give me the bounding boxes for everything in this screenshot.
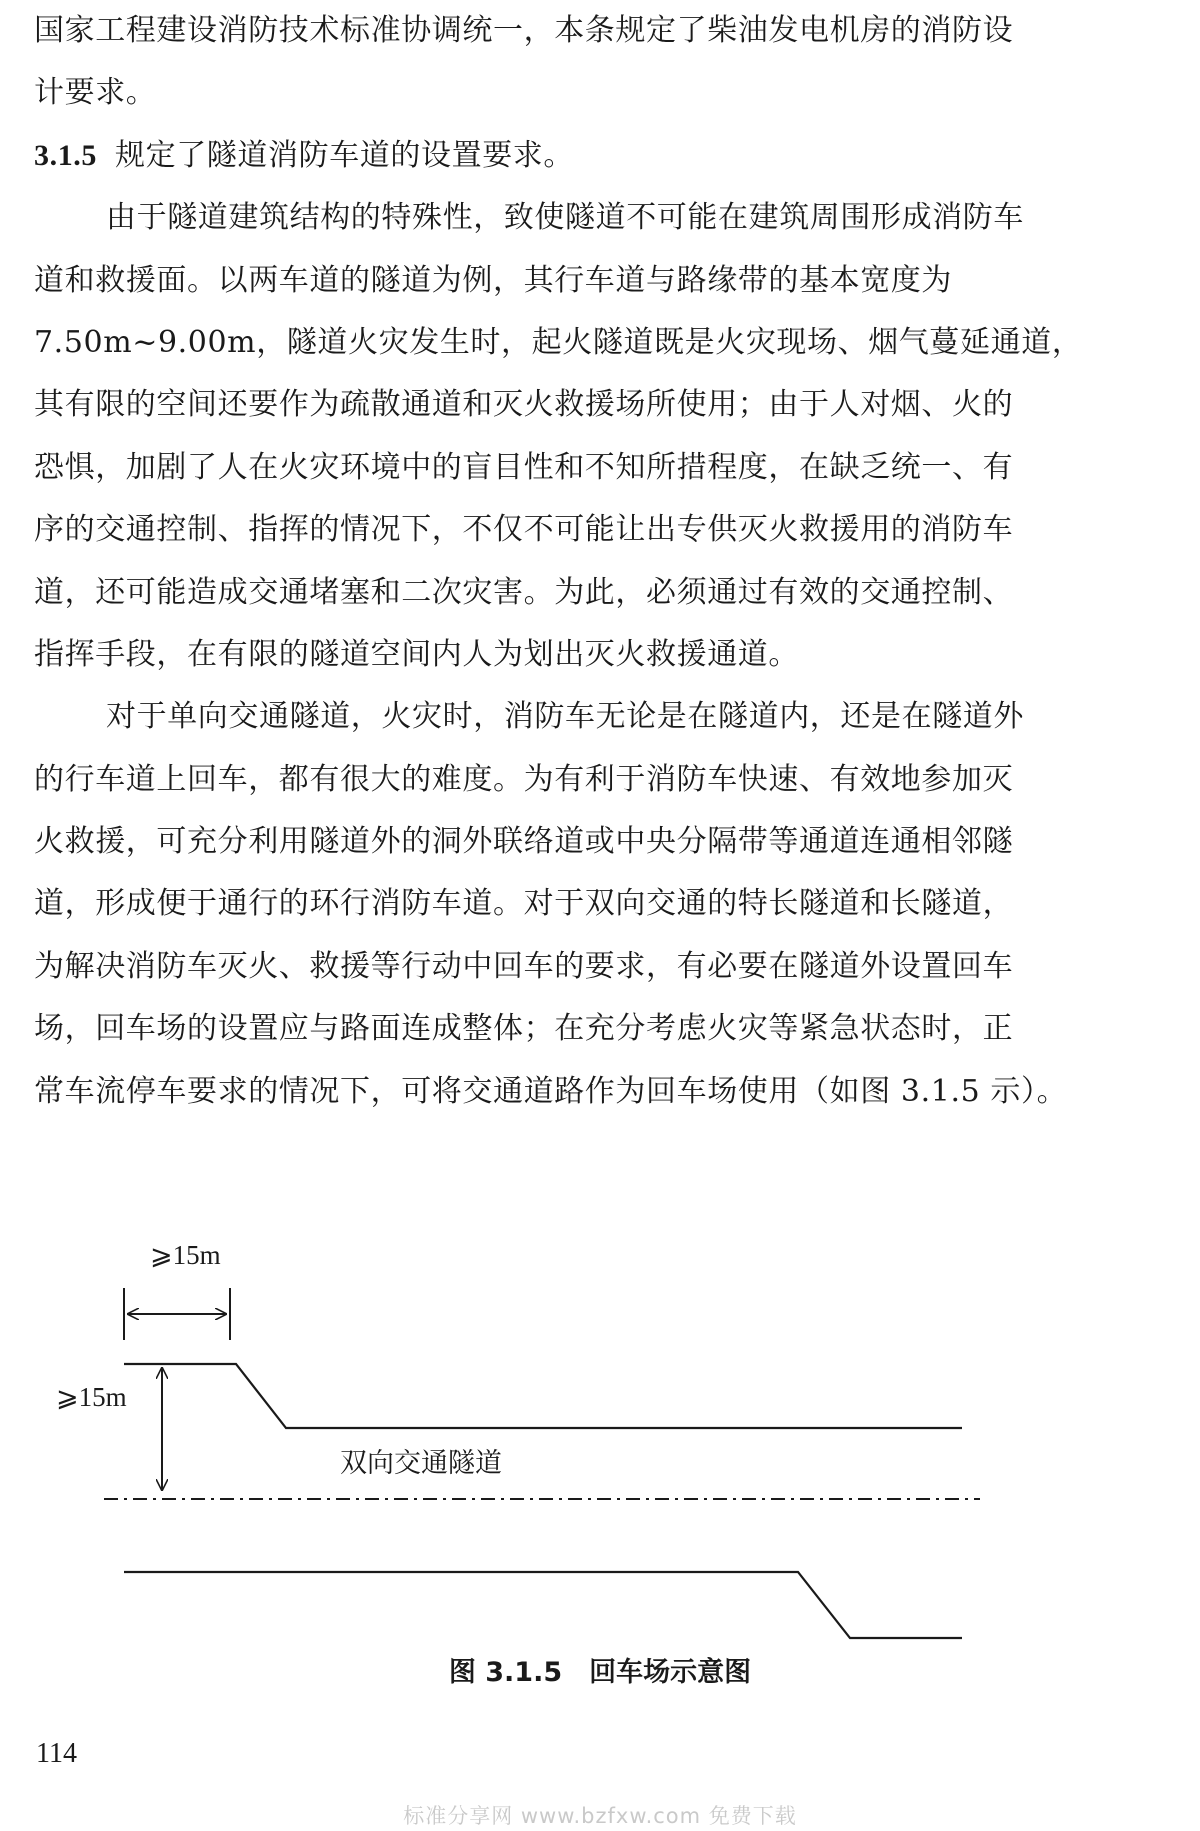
paragraph-line: 道和救援面。以两车道的隧道为例，其行车道与路缘带的基本宽度为 (34, 262, 952, 298)
diagram-svg (0, 1236, 1200, 1656)
paragraph-line: 火救援，可充分利用隧道外的洞外联络道或中央分隔带等通道连通相邻隧 (34, 824, 1014, 860)
paragraph-line: 7.50m~9.00m，隧道火灾发生时，起火隧道既是火灾现场、烟气蔓延通道， (34, 324, 1083, 360)
paragraph-line: 其有限的空间还要作为疏散通道和灭火救援场所使用；由于人对烟、火的 (34, 387, 1014, 423)
watermark: 标准分享网 www.bzfxw.com 免费下载 (403, 1804, 797, 1828)
text-line: 计要求。 (34, 75, 157, 111)
road-label: 双向交通隧道 (340, 1448, 502, 1479)
paragraph-line: 为解决消防车灭火、救援等行动中回车的要求，有必要在隧道外设置回车 (34, 948, 1014, 984)
paragraph-line: 常车流停车要求的情况下，可将交通道路作为回车场使用（如图 3.1.5 示）。 (34, 1073, 1068, 1109)
paragraph-line: 道，还可能造成交通堵塞和二次灾害。为此，必须通过有效的交通控制、 (34, 574, 1014, 610)
paragraph-line: 序的交通控制、指挥的情况下，不仅不可能让出专供灭火救援用的消防车 (34, 512, 1014, 548)
dim-width-label: ⩾15m (150, 1240, 221, 1270)
body-text (34, 0, 1174, 1123)
lower-road-edge (124, 1572, 962, 1638)
dim-depth-label: ⩾15m (56, 1382, 127, 1412)
paragraph-line: 的行车道上回车，都有很大的难度。为有利于消防车快速、有效地参加灭 (34, 761, 1014, 797)
upper-road-edge (124, 1364, 962, 1428)
text-line: 国家工程建设消防技术标准协调统一，本条规定了柴油发电机房的消防设 (34, 13, 1014, 48)
paragraph-line: 道，形成便于通行的环行消防车道。对于双向交通的特长隧道和长隧道， (34, 886, 1014, 922)
section-number: 3.1.5 (34, 138, 97, 172)
turnaround-diagram (0, 1236, 1200, 1696)
section-title: 规定了隧道消防车道的设置要求。 (115, 137, 574, 173)
page-number: 114 (36, 1738, 77, 1769)
figure-caption: 图 3.1.5 回车场示意图 (448, 1657, 752, 1688)
paragraph-line: 指挥手段，在有限的隧道空间内人为划出灭火救援通道。 (34, 636, 799, 672)
paragraph-line: 由于隧道建筑结构的特殊性，致使隧道不可能在建筑周围形成消防车 (106, 200, 1024, 236)
paragraph-line: 对于单向交通隧道，火灾时，消防车无论是在隧道内，还是在隧道外 (106, 699, 1024, 735)
paragraph-line: 恐惧，加剧了人在火灾环境中的盲目性和不知所措程度，在缺乏统一、有 (34, 449, 1014, 485)
paragraph-line: 场，回车场的设置应与路面连成整体；在充分考虑火灾等紧急状态时，正 (34, 1011, 1014, 1047)
section-heading (34, 125, 1174, 187)
